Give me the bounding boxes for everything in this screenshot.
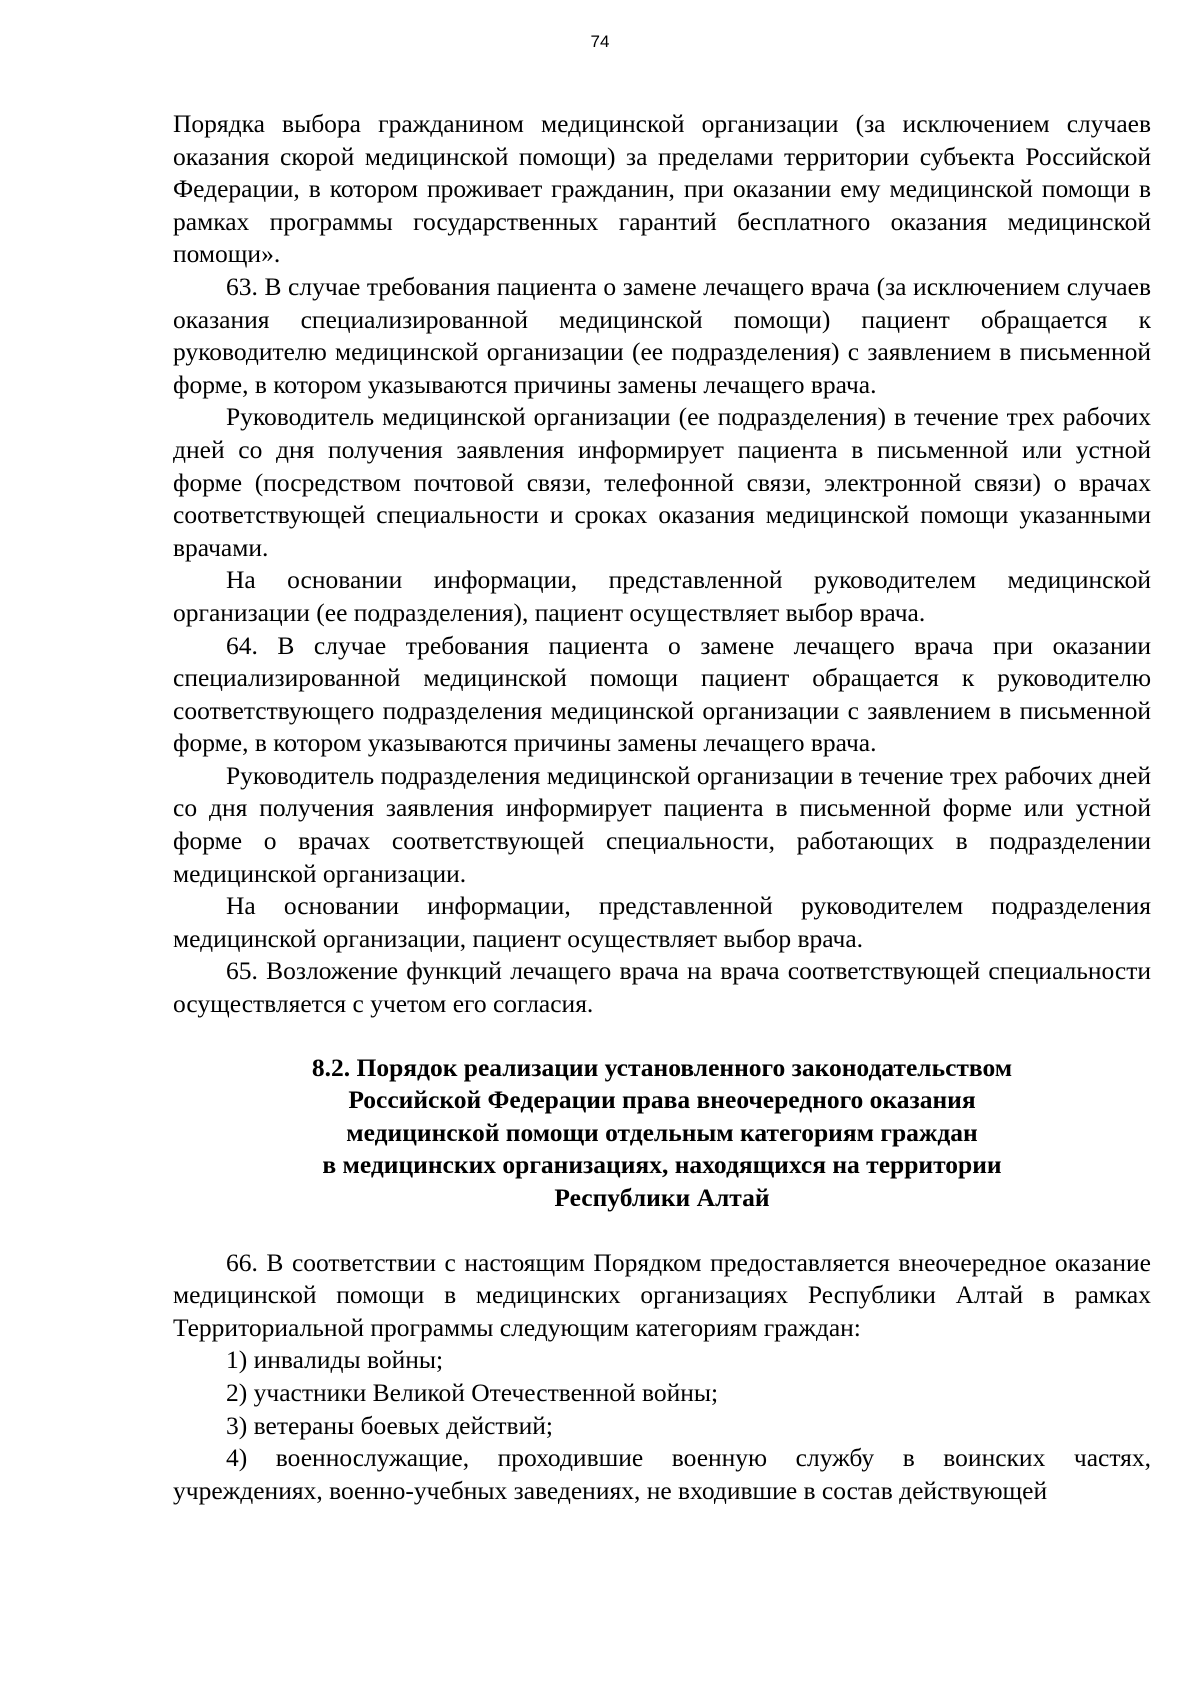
paragraph-item-64: 64. В случае требования пациента о замене лечащего врача при оказании специализированной медицинской помощи пациент обращается к руководителю соответствующего подразделения медицинской организации с заявлением в письменной форме, в котором указываются причины замены лечащего врача. (173, 630, 1151, 758)
list-item: 4) военнослужащие, проходившие военную службу в воинских частях, учреждениях, военно-учебных заведениях, не входившие в состав действующей (173, 1443, 1151, 1505)
paragraph-item-64-head-response: Руководитель подразделения медицинской организации в течение трех рабочих дней со дня получения заявления информирует пациента в письменной форме или устной форме о врачах соответствующей специальности, работающих в подразделении медицинской организации. (173, 760, 1151, 888)
paragraph-item-63-choice: На основании информации, представленной руководителем медицинской организации (ее подразделения), пациент осуществляет выбор врача. (173, 565, 1151, 627)
document-body (173, 108, 1151, 1507)
paragraph-item-63-head-response: Руководитель медицинской организации (ее подразделения) в течение трех рабочих дней со дня получения заявления информирует пациента в письменной или устной форме (посредством почтовой связи, телефонной связи, электронной связи) о врачах соответствующей специальности и сроках оказания медицинской помощи указанными врачами. (173, 402, 1151, 562)
section-heading-line: Российской Федерации права внеочередного оказания (348, 1085, 976, 1115)
list-item: 1) инвалиды войны; (226, 1345, 444, 1375)
paragraph-item-66: 66. В соответствии с настоящим Порядком предоставляется внеочередное оказание медицинской помощи в медицинских организациях Республики Алтай в рамках Территориальной программы следующим категориям граждан: (173, 1247, 1151, 1342)
list-item: 2) участники Великой Отечественной войны; (226, 1377, 719, 1407)
paragraph-item-64-choice: На основании информации, представленной руководителем подразделения медицинской организации, пациент осуществляет выбор врача. (173, 891, 1151, 953)
section-heading-line: Республики Алтай (554, 1183, 770, 1212)
list-item: 3) ветераны боевых действий; (226, 1410, 553, 1440)
paragraph-item-63: 63. В случае требования пациента о замене лечащего врача (за исключением случаев оказания специализированной медицинской помощи) пациент обращается к руководителю медицинской организации (ее подразделения) с заявлением в письменной форме, в котором указываются причины замены лечащего врача. (173, 271, 1151, 399)
section-heading-line: в медицинских организациях, находящихся на территории (322, 1150, 1002, 1180)
section-heading (173, 1052, 1151, 1215)
section-heading-line: 8.2. Порядок реализации установленного законодательством (311, 1052, 1013, 1082)
section-heading-line: медицинской помощи отдельным категориям граждан (346, 1117, 978, 1147)
paragraph-item-65: 65. Возложение функций лечащего врача на врача соответствующей специальности осуществляется с учетом его согласия. (173, 956, 1151, 1019)
page-number: 74 (590, 32, 610, 51)
paragraph-continuation: Порядка выбора гражданином медицинской организации (за исключением случаев оказания скорой медицинской помощи) за пределами территории субъекта Российской Федерации, в котором проживает гражданин, при оказании ему медицинской помощи в рамках программы государственных гарантий бесплатного оказания медицинской помощи». (173, 109, 1151, 269)
